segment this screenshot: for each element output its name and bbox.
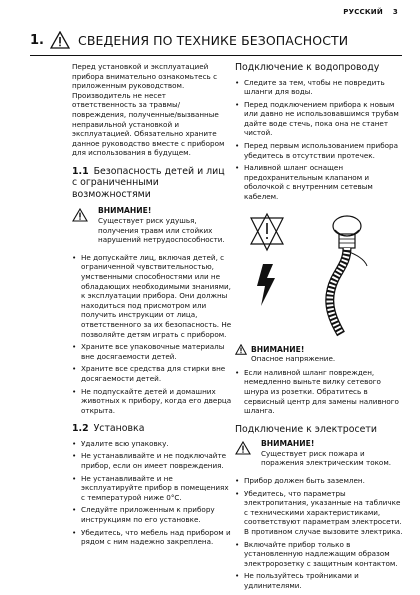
list-item: • Храните все упаковочные материалы вне досягаемости детей. [72, 342, 232, 361]
list-item: • Не устанавливайте и не подключайте прибор, если он имеет повреждения. [72, 451, 232, 470]
list-item: • Не допускайте лиц, включая детей, с ограниченной чувствительностью, умственными способностями или не обладающих необходимыми знаниями, к эксплуатации прибора. Они должны находиться под присмотром или получить инструкции от лица, ответственного за их безопасность. Не позволяйте детям играть с прибором. [72, 253, 232, 339]
section-title [30, 30, 402, 52]
warning-triangle-icon [235, 441, 251, 455]
inlet-hose-illustration [239, 206, 389, 341]
warning-triangle-icon [235, 344, 247, 355]
installation-list [72, 439, 232, 547]
hose-damage-list [235, 368, 405, 416]
language-label: РУССКИЙ [343, 8, 383, 16]
warning-text: Опасное напряжение. [251, 354, 336, 364]
electrical-connection-heading: Подключение к электросети [235, 423, 377, 435]
section-number: 1. [30, 33, 44, 48]
list-item: • Наливной шланг оснащен предохранительным клапаном и оболочкой с внутренним сетевым кабелем. [235, 163, 405, 201]
water-connection-list [235, 78, 405, 202]
warning-triangle-icon [50, 31, 70, 49]
title-divider [30, 55, 402, 56]
warning-triangle-icon [72, 208, 88, 222]
warning-label: ВНИМАНИЕ! [98, 206, 152, 216]
child-safety-list [72, 253, 232, 416]
intro-paragraph: Перед установкой и эксплуатацией прибора внимательно ознакомьтесь с приложенным руководством. Производитель не несет ответственность за травмы/повреждения, полученные/вызванные неправильной установкой и эксплуатацией. Обязательно храните данное руководство вместе с прибором для использования в будущем. [72, 62, 225, 158]
list-item: • Убедитесь, что параметры электропитания, указанные на табличке с техническими характеристиками, соответствуют параметрам электросети. В противном случае вызовите электрика. [235, 489, 405, 537]
list-item: • Перед первым использованием прибора убедитесь в отсутствии протечек. [235, 141, 405, 160]
warning-label: ВНИМАНИЕ! [251, 344, 305, 354]
left-column [72, 62, 232, 551]
page-title: СВЕДЕНИЯ ПО ТЕХНИКЕ БЕЗОПАСНОСТИ [78, 33, 349, 48]
list-item: • Следите за тем, чтобы не повредить шланги для воды. [235, 78, 405, 97]
water-connection-heading: Подключение к водопроводу [235, 62, 380, 73]
list-item: • Перед подключением прибора к новым или давно не использовавшимся трубам дайте воде стечь, пока она не станет чистой. [235, 100, 405, 138]
subsection-installation: 1.2 Установка [72, 423, 145, 435]
page-header [343, 8, 398, 16]
warning-block [72, 206, 232, 244]
list-item: • Если наливной шланг поврежден, немедленно выньте вилку сетевого шнура из розетки. Обратитесь в сервисный центр для замены наливного шланга. [235, 368, 405, 416]
warning-label: ВНИМАНИЕ! [261, 439, 315, 449]
list-item: • Убедитесь, что мебель над прибором и рядом с ним надежно закреплена. [72, 528, 232, 547]
subsection-child-safety: 1.1 Безопасность детей и лиц с ограниченными возможностями [72, 165, 225, 200]
right-column [235, 62, 405, 595]
list-item: • Не пользуйтесь тройниками и удлинителями. [235, 571, 405, 590]
page-number: 3 [392, 8, 398, 16]
list-item: • Включайте прибор только в установленную надлежащим образом электророзетку с защитным контактом. [235, 540, 405, 569]
list-item: • Удалите всю упаковку. [72, 439, 232, 449]
list-item: • Прибор должен быть заземлен. [235, 476, 405, 486]
warning-text: Существует риск пожара и поражения электрическим током. [261, 448, 392, 468]
warning-block [235, 439, 405, 468]
list-item: • Следуйте приложенным к прибору инструкциям по его установке. [72, 505, 232, 524]
warning-text: Существует риск удушья, получения травм или стойких нарушений нетрудоспособности. [98, 216, 225, 245]
electrical-list [235, 476, 405, 591]
list-item: • Храните все средства для стирки вне досягаемости детей. [72, 364, 232, 383]
list-item: • Не устанавливайте и не эксплуатируйте прибор в помещениях с температурой ниже 0°C. [72, 474, 232, 503]
list-item: • Не подпускайте детей и домашних животных к прибору, когда его дверца открыта. [72, 387, 232, 416]
voltage-warning [235, 345, 405, 364]
